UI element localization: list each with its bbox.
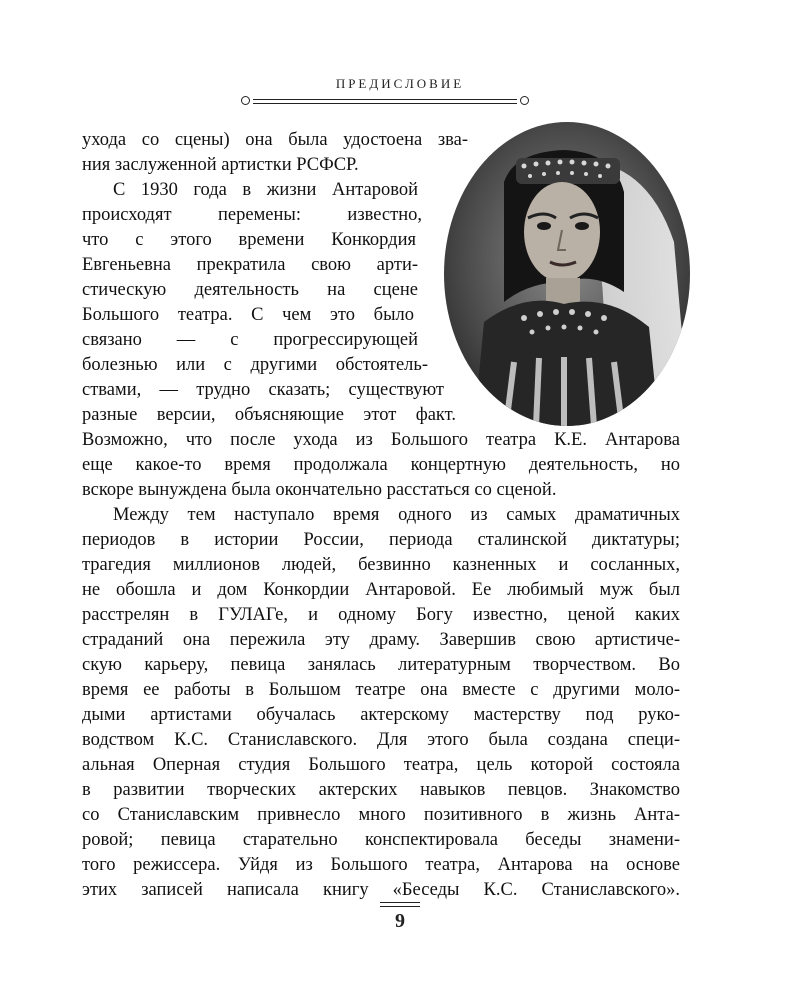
text-line: вскоре вынуждена была окончательно расстаться со сценой. (82, 480, 557, 500)
text-line: водством К.С. Станиславского. Для этого была создана специ- (82, 730, 680, 750)
text-line: скую карьеру, певица занялась литературным творчеством. Во (82, 655, 680, 675)
page-number: 9 (395, 910, 405, 932)
text-line: ровой; певица старательно конспектировала беседы знамени- (82, 830, 680, 850)
text-line: С 1930 года в жизни Антаровой (113, 180, 418, 200)
ornament-circle-left (241, 96, 250, 105)
text-line: ухода со сцены) она была удостоена зва- (82, 130, 468, 150)
text-line: не обошла и дом Конкордии Антаровой. Ее любимый муж был (82, 580, 680, 600)
text-line: альная Оперная студия Большого театра, цель которой состояла (82, 755, 680, 775)
text-line: что с этого времени Конкордия (82, 230, 416, 250)
text-line: Между тем наступало время одного из самых драматичных (113, 505, 680, 525)
text-line: происходят перемены: известно, (82, 205, 422, 225)
text-line: Возможно, что после ухода из Большого театра К.Е. Антарова (82, 430, 680, 450)
text-line: того режиссера. Уйдя из Большого театра, Антарова на основе (82, 855, 680, 875)
text-line: дыми артистами обучалась актерскому мастерству под руко- (82, 705, 680, 725)
text-line: разные версии, объясняющие этот факт. (82, 405, 456, 425)
text-line: время ее работы в Большом театре она вместе с другими моло- (82, 680, 680, 700)
text-line: еще какое-то время продолжала концертную деятельность, но (82, 455, 680, 475)
text-line: в развитии творческих актерских навыков певцов. Знакомство (82, 780, 680, 800)
ornament-double-line (253, 99, 517, 104)
page-number-rule (380, 902, 420, 907)
text-line: со Станиславским привнесло много позитивного в жизнь Анта- (82, 805, 680, 825)
text-line: этих записей написала книгу «Беседы К.С. Станиславского». (82, 880, 680, 900)
portrait-photo (444, 122, 690, 426)
header-ornament-rule (241, 96, 529, 110)
text-line: болезнью или с другими обстоятель- (82, 355, 428, 375)
page-footer (0, 902, 800, 933)
text-line: периодов в истории России, периода сталинской диктатуры; (82, 530, 680, 550)
text-line: ния заслуженной артистки РСФСР. (82, 155, 359, 175)
text-line: трагедия миллионов людей, безвинно казненных и сосланных, (82, 555, 680, 575)
text-line: связано — с прогрессирующей (82, 330, 418, 350)
text-line: стическую деятельность на сцене (82, 280, 418, 300)
ornament-circle-right (520, 96, 529, 105)
text-line: Евгеньевна прекратила свою арти- (82, 255, 418, 275)
text-line: страданий она пережила эту драму. Завершив свою артистиче- (82, 630, 680, 650)
running-head: ПРЕДИСЛОВИЕ (335, 76, 465, 91)
text-line: расстрелян в ГУЛАГе, и одному Богу известно, ценой каких (82, 605, 680, 625)
text-line: Большого театра. С чем это было (82, 305, 414, 325)
text-line: ствами, — трудно сказать; существуют (82, 380, 444, 400)
